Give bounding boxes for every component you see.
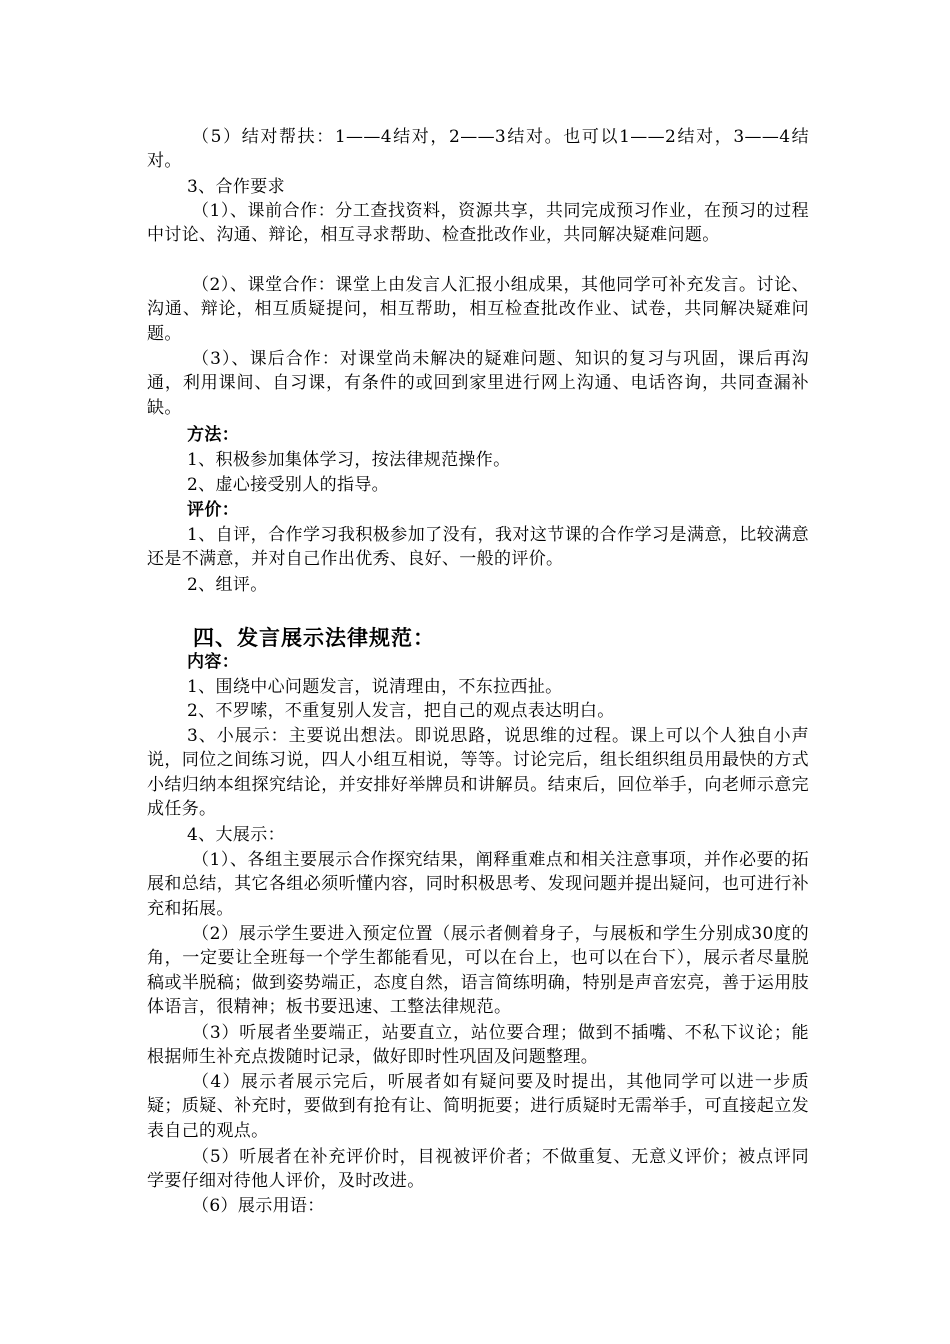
label-content: 内容：: [187, 652, 240, 672]
paragraph-self-evaluation: 1、自评，合作学习我积极参加了没有，我对这节课的合作学习是满意，比较满意还是不满意，并对自己作出优秀、良好、一般的评价。: [147, 525, 809, 570]
paragraph-method-2: 2、虚心接受别人的指导。: [187, 475, 390, 495]
paragraph-pre-class: （1）、课前合作：分工查找资料，资源共享，共同完成预习作业，在预习的过程中讨论、沟通、辩论，相互寻求帮助、检查批改作业，共同解决疑难问题。: [147, 201, 809, 246]
heading-cooperation-requirements: 3、合作要求: [187, 177, 285, 197]
label-evaluation: 评价：: [187, 500, 240, 520]
paragraph-display-1: （1）、各组主要展示合作探究结果，阐释重难点和相关注意事项，并作必要的拓展和总结，其它各组必须听懂内容，同时积极思考、发现问题并提出疑问，也可进行补充和拓展。: [147, 850, 809, 919]
label-method: 方法：: [187, 425, 240, 445]
paragraph-pairing: （5）结对帮扶：1——4结对，2——3结对。也可以1——2结对，3——4结对。: [147, 127, 809, 172]
paragraph-in-class: （2）、课堂合作：课堂上由发言人汇报小组成果，其他同学可补充发言。讨论、沟通、辩论，相互质疑提问，相互帮助，相互检查批改作业、试卷，共同解决疑难问题。: [147, 275, 809, 344]
paragraph-small-display: 3、小展示：主要说出想法。即说思路，说思维的过程。课上可以个人独自小声说，同位之间练习说，四人小组互相说，等等。讨论完后，组长组织组员用最快的方式小结归纳本组探究结论，并安排好举牌员和讲解员。结束后，回位举手，向老师示意完成任务。: [147, 726, 809, 820]
paragraph-display-5: （5）听展者在补充评价时，目视被评价者；不做重复、无意义评价；被点评同学要仔细对待他人评价，及时改进。: [147, 1147, 809, 1192]
paragraph-content-1: 1、围绕中心问题发言，说清理由，不东拉西扯。: [187, 677, 563, 697]
paragraph-method-1: 1、积极参加集体学习，按法律规范操作。: [187, 450, 511, 470]
heading-big-display: 4、大展示：: [187, 825, 285, 845]
paragraph-display-4: （4）展示者展示完后，听展者如有疑问要及时提出，其他同学可以进一步质疑；质疑、补充时，要做到有抢有让、简明扼要；进行质疑时无需举手，可直接起立发表自己的观点。: [147, 1072, 809, 1141]
paragraph-content-2: 2、不罗嗦，不重复别人发言，把自己的观点表达明白。: [187, 701, 615, 721]
paragraph-display-2: （2）展示学生要进入预定位置（展示者侧着身子，与展板和学生分别成30度的角，一定要让全班每一个学生都能看见，可以在台上，也可以在台下），展示者尽量脱稿或半脱稿；做到姿势端正，态度自然，语言简练明确，特别是声音宏亮，善于运用肢体语言，很精神；板书要迅速、工整法律规范。: [147, 924, 809, 1018]
paragraph-after-class: （3）、课后合作：对课堂尚未解决的疑难问题、知识的复习与巩固，课后再沟通，利用课间、自习课，有条件的或回到家里进行网上沟通、电话咨询，共同查漏补缺。: [147, 349, 809, 418]
paragraph-display-3: （3）听展者坐要端正，站要直立，站位要合理；做到不插嘴、不私下议论；能根据师生补充点拨随时记录，做好即时性巩固及问题整理。: [147, 1023, 809, 1068]
paragraph-display-6: （6）展示用语：: [192, 1196, 325, 1216]
paragraph-group-evaluation: 2、组评。: [187, 575, 268, 595]
section-heading-4: 四、发言展示法律规范：: [193, 625, 435, 650]
